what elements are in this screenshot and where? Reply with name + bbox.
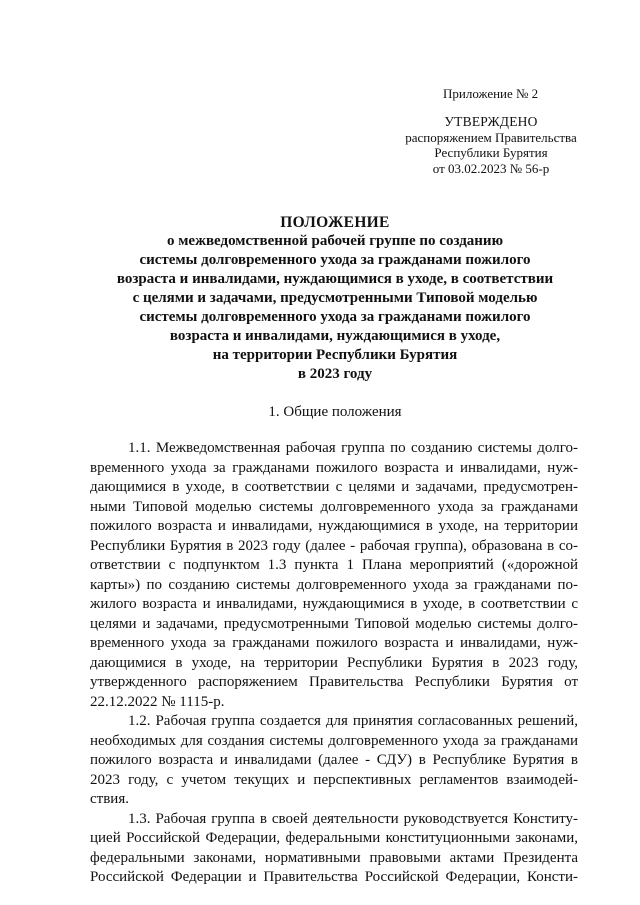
document-title [60,213,610,384]
paragraph-line: утвержденного распоряжением Правительства Республики Бурятия от [90,674,578,690]
title-line: о межведомственной рабочей группе по созданию [166,233,504,249]
paragraph-line: цией Российской Федерации, федеральными конституционными законами, [90,830,578,846]
paragraph-line: временного ухода за гражданами пожилого возраста и инвалидами, нуж- [90,635,578,651]
section-heading: 1. Общие положения [268,404,402,420]
paragraph-line: 22.12.2022 № 1115-р. [90,693,225,710]
paragraph-line: жилого возраста и инвалидами, нуждающимися в уходе, в соответствии с [90,596,578,612]
approved-label: УТВЕРЖДЕНО [444,114,538,129]
title-line: с целями и задачами, предусмотренными Типовой моделью [132,290,538,306]
title-line: системы долговременного ухода за гражданами пожилого [139,309,531,325]
approval-line: от 03.02.2023 № 56-р [432,160,550,176]
paragraph-line: 1.3. Рабочая группа в своей деятельности руководствуется Конститу- [128,810,578,827]
paragraph-line: Российской Федерации и Правительства Российской Федерации, Консти- [90,869,578,885]
paragraph-line: ными Типовой моделью системы долговременного ухода за гражданами [90,498,578,515]
paragraph-line: целями и задачами, предусмотренными Типовой моделью системы долго- [90,615,578,632]
approval-stamp [386,114,596,176]
title-line: возраста и инвалидами, нуждающимися в уходе, в соответствии [116,271,554,287]
paragraph-line: федеральными законами, нормативными правовыми актами Президента [90,849,578,866]
paragraph-line: пожилого возраста и инвалидами (далее - СДУ) в Республике Бурятия в [90,752,578,768]
approval-line: Республики Бурятия [434,145,548,160]
paragraph-line: временного ухода за гражданами пожилого возраста и инвалидами, нуж- [90,459,578,476]
title-line: возраста и инвалидами, нуждающимися в уходе, [169,328,501,344]
paragraph-line: дающимися в уходе, на территории Республики Бурятия в 2023 году, [90,654,578,671]
title-line: в 2023 году [297,366,373,382]
paragraph-line: ствия. [90,791,129,807]
paragraph-line: пожилого возраста и инвалидами, нуждающимися в уходе, на территории [90,518,578,534]
title-line: на территории Республики Бурятия [212,347,458,363]
paragraph-line: дающимися в уходе, в соответствии с целями и задачами, предусмотрен- [90,479,578,495]
title-line: системы долговременного ухода за гражданами пожилого [139,252,531,268]
paragraph-line: 1.2. Рабочая группа создается для принятия согласованных решений, [128,713,578,729]
title-main: ПОЛОЖЕНИЕ [280,214,390,231]
paragraph-line: 1.1. Межведомственная рабочая группа по созданию системы долго- [128,440,578,456]
paragraph-line: 2023 году, с учетом текущих и перспективных регламентов взаимодей- [90,771,578,788]
paragraph-line: необходимых для создания системы долговременного ухода за гражданами [90,732,578,749]
paragraph-line: Республики Бурятия в 2023 году (далее - рабочая группа), образована в со- [90,537,578,554]
paragraph-line: карты») по созданию системы долговременного ухода за гражданами по- [90,576,578,593]
body-text [90,439,578,888]
appendix-label: Приложение № 2 [443,86,539,101]
approval-line: распоряжением Правительства [405,129,577,145]
paragraph-line: ответствии с подпунктом 1.3 пункта 1 Плана мероприятий («дорожной [90,557,578,573]
